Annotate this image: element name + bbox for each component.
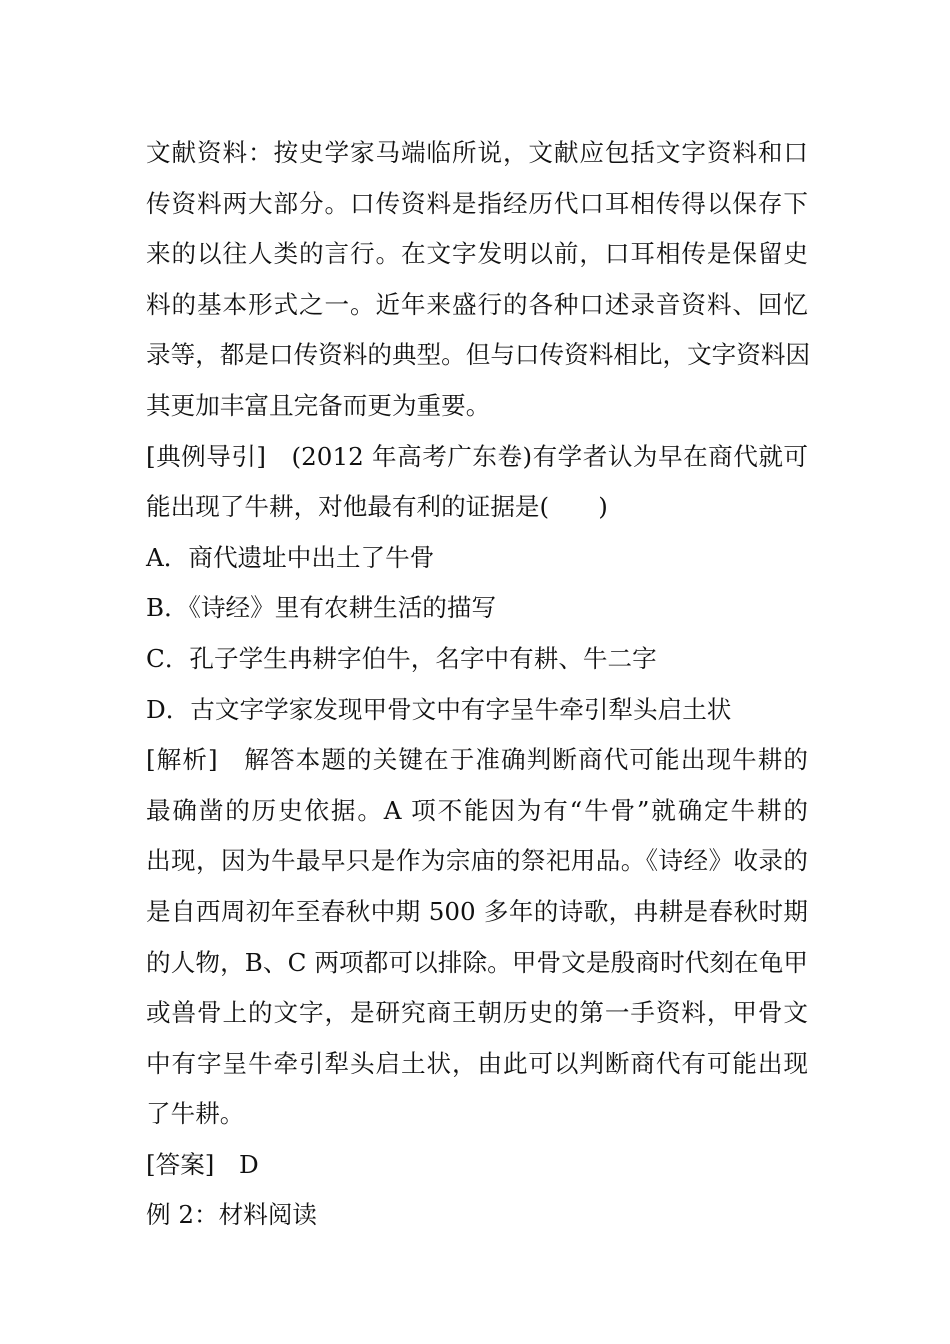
paragraph-line: 料的基本形式之一。近年来盛行的各种口述录音资料、回忆 [146, 289, 808, 319]
question-stem-line: [典例导引] (2012 年高考广东卷)有学者认为早在商代就可 [146, 441, 808, 471]
paragraph-line: 录等，都是口传资料的典型。但与口传资料相比，文字资料因 [146, 340, 811, 370]
analysis-line: 或兽骨上的文字，是研究商王朝历史的第一手资料，甲骨文 [146, 998, 808, 1028]
analysis-line: 了牛耕。 [146, 1099, 245, 1129]
analysis-line: 出现，因为牛最早只是作为宗庙的祭祀用品。《诗经》收录的 [146, 846, 808, 876]
paragraph-line: 文献资料：按史学家马端临所说，文献应包括文字资料和口 [146, 138, 808, 167]
analysis-line: 的人物，B、C 两项都可以排除。甲骨文是殷商时代刻在龟甲 [146, 947, 808, 977]
option-c: C．孔子学生冉耕字伯牛，名字中有耕、牛二字 [146, 643, 657, 673]
option-b: B．《诗经》里有农耕生活的描写 [146, 593, 497, 623]
paragraph-line: 其更加丰富且完备而更为重要。 [146, 390, 491, 420]
analysis-line: 中有字呈牛牵引犁头启土状，由此可以判断商代有可能出现 [146, 1048, 808, 1078]
analysis-line: 是自西周初年至春秋中期 500 多年的诗歌，冉耕是春秋时期 [146, 896, 808, 926]
option-a: A．商代遗址中出土了牛骨 [146, 542, 435, 572]
document-body [146, 128, 811, 1241]
paragraph-line: 传资料两大部分。口传资料是指经历代口耳相传得以保存下 [146, 188, 808, 218]
paragraph-line: 来的以往人类的言行。在文字发明以前，口耳相传是保留史 [146, 239, 808, 269]
question-stem-line: 能出现了牛耕，对他最有利的证据是( ) [146, 492, 608, 522]
analysis-line: [解析] 解答本题的关键在于准确判断商代可能出现牛耕的 [146, 745, 808, 775]
answer-line: [答案] D [146, 1149, 259, 1179]
analysis-line: 最确凿的历史依据。A 项不能因为有“牛骨”就确定牛耕的 [146, 795, 808, 825]
example-heading: 例 2：材料阅读 [146, 1200, 318, 1230]
option-d: D．古文字学家发现甲骨文中有字呈牛牵引犁头启土状 [146, 694, 732, 724]
